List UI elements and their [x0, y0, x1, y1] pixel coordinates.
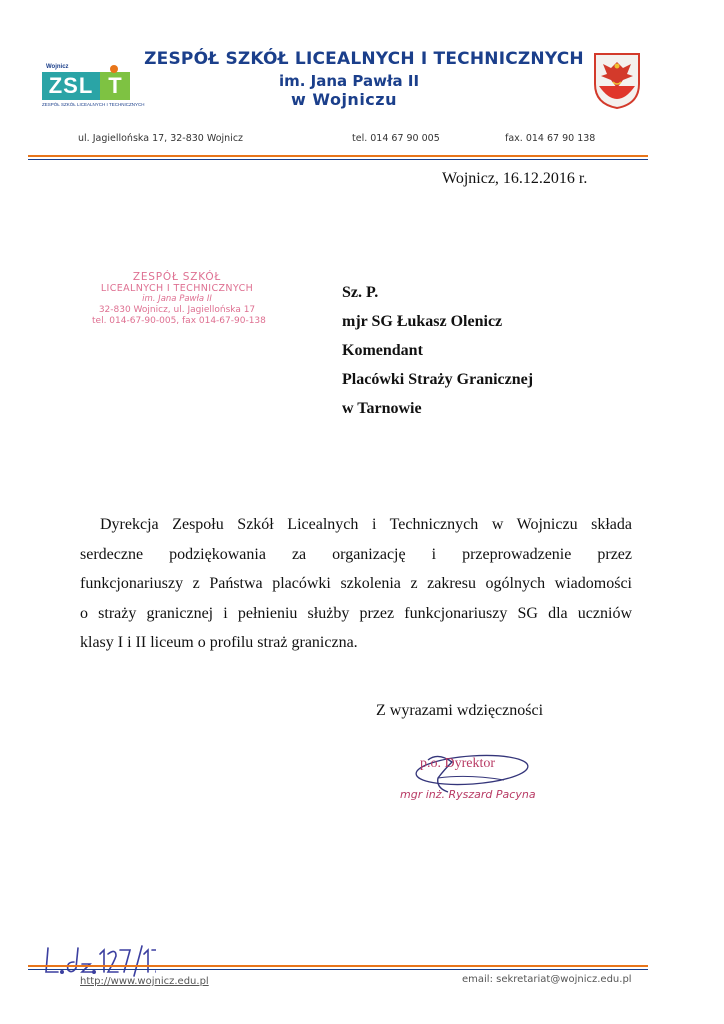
recipient-location: w Tarnowie [342, 400, 422, 417]
school-fax: fax. 014 67 90 138 [505, 133, 596, 144]
logo-town-label: Wojnicz [46, 64, 69, 70]
stamp-line: 32-830 Wojnicz, ul. Jagiellońska 17 [98, 305, 256, 315]
handwritten-registry-note [44, 944, 156, 978]
letter-body [80, 510, 632, 658]
school-stamp [92, 271, 266, 327]
logo-caption: ZESPÓŁ SZKÓŁ LICEALNYCH I TECHNICZNYCH [42, 102, 145, 107]
footer-rule-orange [28, 965, 648, 967]
header-rule-blue [28, 159, 648, 160]
footer-website-link[interactable]: http://www.wojnicz.edu.pl [80, 976, 209, 987]
logo-letters-right [100, 72, 130, 100]
recipient-salutation: Sz. P. [342, 284, 379, 301]
logo-letter-t: T [108, 73, 122, 98]
logo-dot [110, 65, 118, 73]
logo-letters-left: ZSL [42, 72, 100, 100]
stamp-line: LICEALNYCH I TECHNICZNYCH [100, 283, 254, 294]
stamp-line: im. Jana Pawła II [142, 294, 212, 304]
town-crest-icon [593, 52, 641, 110]
school-name: ZESPÓŁ SZKÓŁ LICEALNYCH I TECHNICZNYCH [144, 49, 584, 69]
school-address: ul. Jagiellońska 17, 32-830 Wojnicz [78, 133, 244, 144]
body-line: Dyrekcja Zespołu Szkół Licealnych i Technicznych w Wojniczu składa [100, 516, 632, 533]
date-line: Wojnicz, 16.12.2016 r. [442, 170, 588, 187]
header-rule-orange [28, 155, 648, 157]
recipient-block [342, 278, 533, 423]
recipient-title: Komendant [342, 342, 423, 359]
school-phone: tel. 014 67 90 005 [352, 133, 440, 144]
logo-mark [42, 72, 130, 100]
footer-rule-blue [28, 969, 648, 970]
body-line: o straży granicznej i pełnieniu służby przez funkcjonariuszy SG dla uczniów [80, 604, 632, 622]
school-city: w Wojniczu [291, 90, 397, 109]
footer-email[interactable]: email: sekretariat@wojnicz.edu.pl [462, 974, 632, 985]
recipient-name: mjr SG Łukasz Olenicz [342, 313, 503, 330]
body-line: funkcjonariuszy z Państwa placówki szkolenia z zakresu ogólnych wiadomości [80, 575, 632, 592]
closing-phrase: Z wyrazami wdzięczności [376, 702, 544, 719]
recipient-unit: Placówki Straży Granicznej [342, 371, 534, 388]
school-logo [40, 62, 145, 110]
signature-title: p.o. Dyrektor [420, 756, 496, 771]
body-line: serdeczne podziękowania za organizację i przeprowadzenie przez [80, 545, 632, 563]
body-line: klasy I i II liceum o profilu straż graniczna. [80, 634, 358, 651]
stamp-line: ZESPÓŁ SZKÓŁ [132, 271, 222, 283]
signature-name: mgr inż. Ryszard Pacyna [400, 788, 536, 801]
stamp-line: tel. 014-67-90-005, fax 014-67-90-138 [92, 316, 266, 326]
school-patron: im. Jana Pawła II [278, 72, 420, 90]
